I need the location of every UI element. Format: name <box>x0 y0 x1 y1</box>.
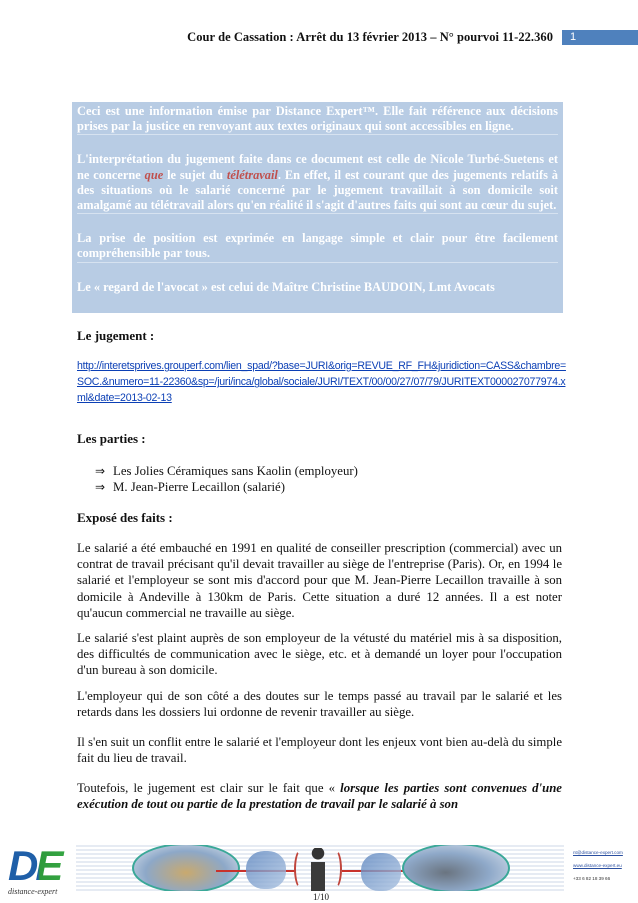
faits-paragraph-1: Le salarié a été embauché en 1991 en qualité de conseiller prescription (commercial) avec un contrat de travail précisant qu'il devait travailler au siège de l'entreprise (Paris). Or, en 1994 le salarié et l'employeur se sont mis d'accord pour que M. Jean-Pierre Lecaillon travaille à son domicile à Andeville à 130km de Paris. Cette situation a duré 12 années. Il a est noter qu'aucun commercial ne travaille au siège. <box>77 541 562 620</box>
section-title-jugement: Le jugement : <box>77 328 155 343</box>
disclaimer-paragraph-2 <box>77 152 558 214</box>
contact-email-link[interactable]: nt@distance-expert.com <box>573 850 623 855</box>
page-header <box>0 30 638 46</box>
double-arrow-right-icon: ⇒ <box>95 480 106 494</box>
document-title: Cour de Cassation : Arrêt du 13 février 2013 – N° pourvoi 11-22.360 <box>187 30 553 44</box>
paren-left-icon <box>294 849 308 889</box>
office-workers-icon <box>361 853 401 891</box>
header-page-number: 1 <box>562 30 638 45</box>
faits-paragraph-5 <box>77 780 562 812</box>
office-building-photo-icon <box>402 845 510 891</box>
disclaimer-text: . En effet, il est courant que des jugements relatifs à des situations où le salarié concerné par le jugement travaillait à son domicile soit amalgamé au télétravail alors qu'en réalité il s'agit d'autres faits qui sont au cœur du sujet. <box>77 167 558 213</box>
faits-paragraph-4: Il s'en suit un conflit entre le salarié et l'employeur dont les enjeux vont bien au-delà du simple fait du lieu de travail. <box>77 735 562 766</box>
list-item <box>95 463 358 479</box>
woman-figure-icon <box>308 848 328 891</box>
page-footer <box>0 840 638 903</box>
judgement-link[interactable]: http://interetsprives.grouperf.com/lien_spad/?base=JURI&orig=REVUE_RF_FH&juridiction=CASS&chambre=SOC.&numero=11-22360&sp=/juri/inca/global/sociale/JURI/TEXT/00/00/27/07/79/JURITEXT000027077974.xml&date=2013-02-13 <box>77 360 566 405</box>
footer-contacts <box>573 850 623 889</box>
party-employee: M. Jean-Pierre Lecaillon (salarié) <box>113 480 285 494</box>
party-employer: Les Jolies Céramiques sans Kaolin (employeur) <box>113 464 358 478</box>
paragraph-text: Toutefois, le jugement est clair sur le fait que « <box>77 781 341 795</box>
disclaimer-text: L'interprétation du jugement faite dans ce document est celle de Nicole Turbé-Suetens et ne concerne <box>77 152 558 182</box>
contact-website-link[interactable]: www.distance-expert.eu <box>573 863 622 868</box>
logo-letters: DE <box>8 847 70 885</box>
double-arrow-right-icon: ⇒ <box>95 464 106 478</box>
parties-list <box>95 463 358 495</box>
distance-expert-logo <box>8 842 70 899</box>
footer-banner-image <box>76 845 564 891</box>
emphasis-teletravail: télétravail <box>226 167 278 182</box>
paren-right-icon <box>328 849 342 889</box>
faits-paragraph-3: L'employeur qui de son côté a des doutes sur le temps passé au travail par le salarié et les retards dans les dossiers lui ordonne de revenir travailler au siège. <box>77 689 562 720</box>
disclaimer-box <box>72 102 563 313</box>
section-title-parties: Les parties : <box>77 431 146 446</box>
section-title-faits: Exposé des faits : <box>77 510 173 525</box>
list-item <box>95 479 358 495</box>
disclaimer-paragraph-4: Le « regard de l'avocat » est celui de Maître Christine BAUDOIN, Lmt Avocats <box>77 279 495 294</box>
worker-silhouette-icon <box>246 851 286 889</box>
emphasis-que: que <box>144 167 164 182</box>
logo-subtitle: distance-expert <box>8 887 58 896</box>
disclaimer-text: le sujet du <box>163 167 227 182</box>
faits-paragraph-2: Le salarié s'est plaint auprès de son employeur de la vétusté du matériel mis à sa disposition, des difficultés de communication avec le siège, etc. et à demandé un loyer pour l'occupation d'un bureau à son domicile. <box>77 631 562 678</box>
contact-phone: +33 6 82 18 39 66 <box>573 876 611 881</box>
page-indicator: 1/10 <box>313 892 330 902</box>
house-photo-icon <box>132 845 240 891</box>
disclaimer-paragraph-1: Ceci est une information émise par Distance Expert™. Elle fait référence aux décisions prises par la justice en renvoyant aux textes originaux qui sont accessibles en ligne. <box>77 104 558 135</box>
judgement-quote: lorsque les parties sont convenues d'une exécution de tout ou partie de la prestation de travail par le salarié à son <box>77 781 562 812</box>
disclaimer-paragraph-3: La prise de position est exprimée en langage simple et clair pour être facilement compréhensible par tous. <box>77 231 558 262</box>
